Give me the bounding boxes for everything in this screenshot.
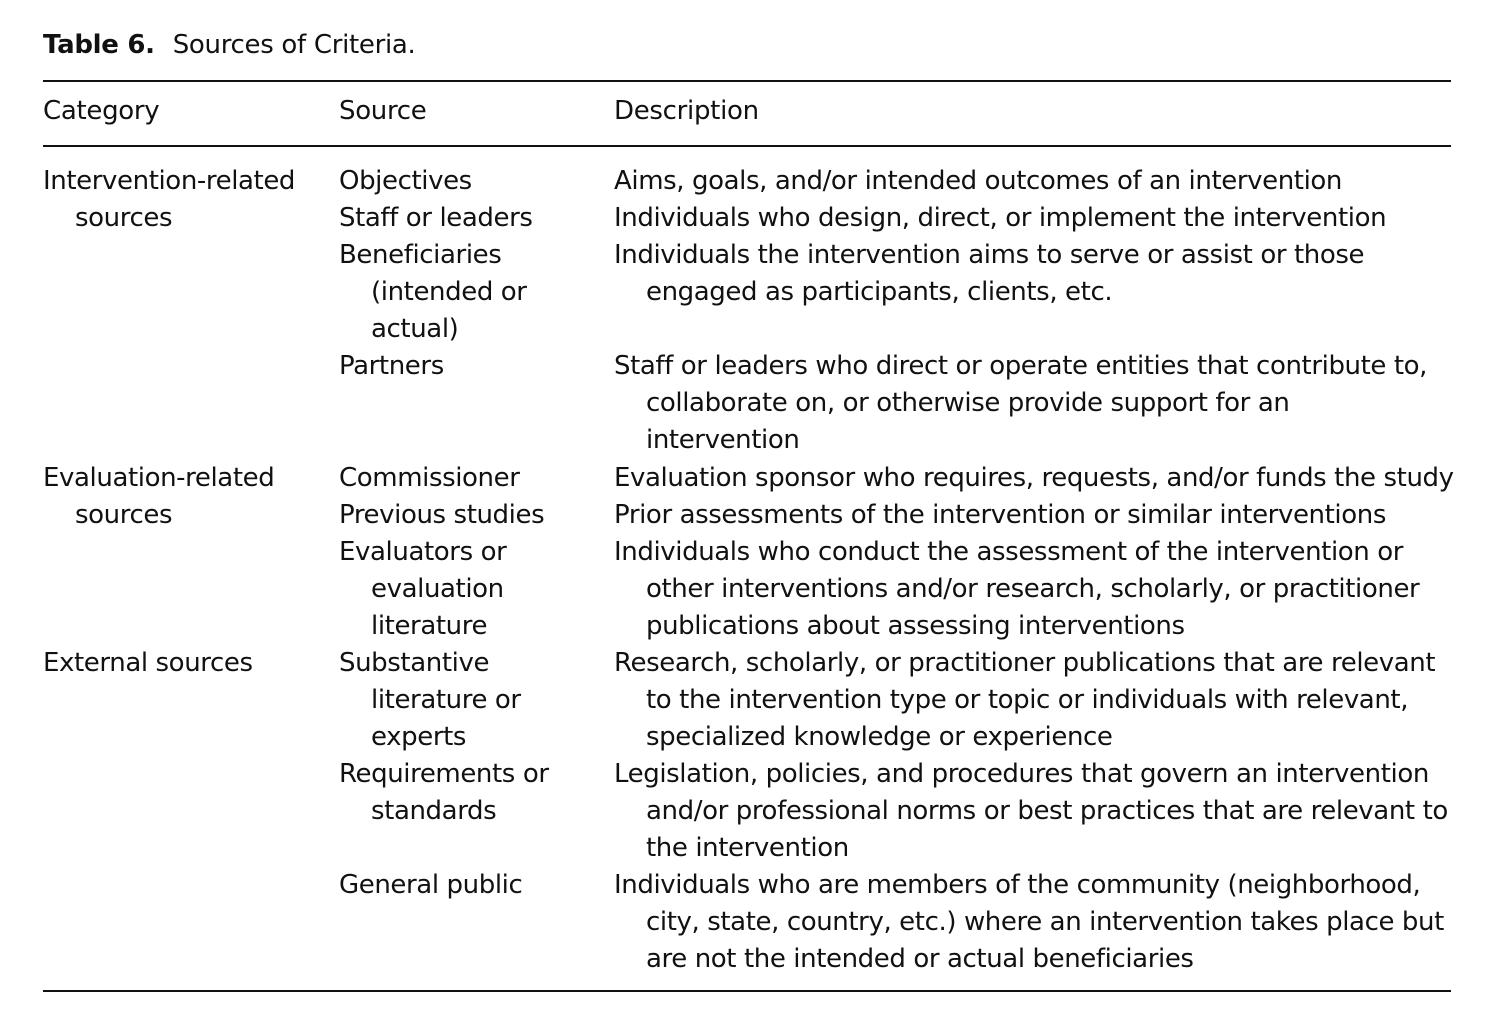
- description-cell: [614, 348, 1427, 460]
- description-cell-line: Individuals who design, direct, or implement the intervention: [614, 203, 1387, 233]
- top-rule: [43, 80, 1451, 82]
- bottom-rule: [43, 990, 1451, 992]
- category-cell-line: Evaluation-related: [43, 463, 275, 493]
- description-cell-line: Aims, goals, and/or intended outcomes of an intervention: [614, 166, 1342, 196]
- source-cell-line: Evaluators or: [339, 537, 507, 567]
- source-cell: [339, 645, 521, 757]
- source-cell-line: Objectives: [339, 166, 472, 196]
- source-cell-line: standards: [371, 796, 497, 827]
- source-cell: [339, 460, 520, 497]
- category-cell-line: sources: [75, 203, 173, 234]
- description-cell-line: Individuals who are members of the community (neighborhood,: [614, 870, 1421, 900]
- category-cell-line: sources: [75, 500, 173, 531]
- source-cell-line: Partners: [339, 351, 444, 381]
- description-cell: [614, 645, 1435, 757]
- description-cell-line: Prior assessments of the intervention or similar interventions: [614, 500, 1386, 530]
- source-cell-line: Substantive: [339, 648, 490, 678]
- description-cell-line: Legislation, policies, and procedures that govern an intervention: [614, 759, 1429, 789]
- description-cell-line: publications about assessing interventions: [646, 611, 1185, 642]
- source-cell-line: General public: [339, 870, 523, 900]
- table-caption: [43, 30, 416, 60]
- source-cell-line: literature or: [371, 685, 521, 716]
- source-cell-line: Previous studies: [339, 500, 545, 530]
- description-cell-line: engaged as participants, clients, etc.: [646, 277, 1113, 308]
- column-header-category: Category: [43, 96, 160, 126]
- source-cell-line: experts: [371, 722, 467, 753]
- category-cell: [43, 163, 295, 237]
- source-cell: [339, 497, 544, 534]
- description-cell: [614, 534, 1419, 646]
- description-cell: [614, 163, 1342, 200]
- description-cell: [614, 497, 1386, 534]
- source-cell-line: literature: [371, 611, 488, 642]
- source-cell-line: Commissioner: [339, 463, 520, 493]
- source-cell-line: Beneficiaries: [339, 240, 502, 270]
- category-cell-line: Intervention-related: [43, 166, 296, 196]
- category-cell: [43, 645, 253, 682]
- description-cell-line: Research, scholarly, or practitioner publications that are relevant: [614, 648, 1436, 678]
- description-cell-line: Staff or leaders who direct or operate entities that contribute to,: [614, 351, 1428, 381]
- description-cell-line: and/or professional norms or best practices that are relevant to: [646, 796, 1448, 827]
- source-cell: [339, 348, 444, 385]
- description-cell-line: specialized knowledge or experience: [646, 722, 1113, 753]
- description-cell-line: Evaluation sponsor who requires, requests, and/or funds the study: [614, 463, 1454, 493]
- description-cell-line: collaborate on, or otherwise provide support for an: [646, 388, 1290, 419]
- table-title: Sources of Criteria.: [172, 30, 416, 60]
- category-cell: [43, 460, 274, 534]
- source-cell: [339, 200, 533, 237]
- column-header-description: Description: [614, 96, 759, 126]
- header-rule: [43, 145, 1451, 147]
- source-cell-line: (intended or: [371, 277, 527, 308]
- source-cell: [339, 237, 527, 349]
- source-cell: [339, 534, 506, 646]
- table-label: Table 6.: [43, 30, 155, 60]
- description-cell: [614, 867, 1444, 979]
- description-cell-line: Individuals who conduct the assessment of the intervention or: [614, 537, 1404, 567]
- source-cell-line: Requirements or: [339, 759, 549, 789]
- description-cell: [614, 756, 1448, 868]
- column-header-source: Source: [339, 96, 427, 126]
- source-cell-line: actual): [371, 314, 459, 345]
- category-cell-line: External sources: [43, 648, 253, 678]
- source-cell: [339, 867, 522, 904]
- description-cell: [614, 460, 1454, 497]
- description-cell-line: city, state, country, etc.) where an intervention takes place but: [646, 907, 1444, 938]
- description-cell-line: are not the intended or actual beneficiaries: [646, 944, 1194, 975]
- source-cell-line: evaluation: [371, 574, 504, 605]
- description-cell-line: the intervention: [646, 833, 849, 864]
- description-cell: [614, 237, 1364, 311]
- description-cell: [614, 200, 1386, 237]
- source-cell: [339, 756, 549, 830]
- source-cell-line: Staff or leaders: [339, 203, 533, 233]
- description-cell-line: to the intervention type or topic or individuals with relevant,: [646, 685, 1409, 716]
- description-cell-line: other interventions and/or research, scholarly, or practitioner: [646, 574, 1420, 605]
- description-cell-line: Individuals the intervention aims to serve or assist or those: [614, 240, 1365, 270]
- source-cell: [339, 163, 472, 200]
- description-cell-line: intervention: [646, 425, 800, 456]
